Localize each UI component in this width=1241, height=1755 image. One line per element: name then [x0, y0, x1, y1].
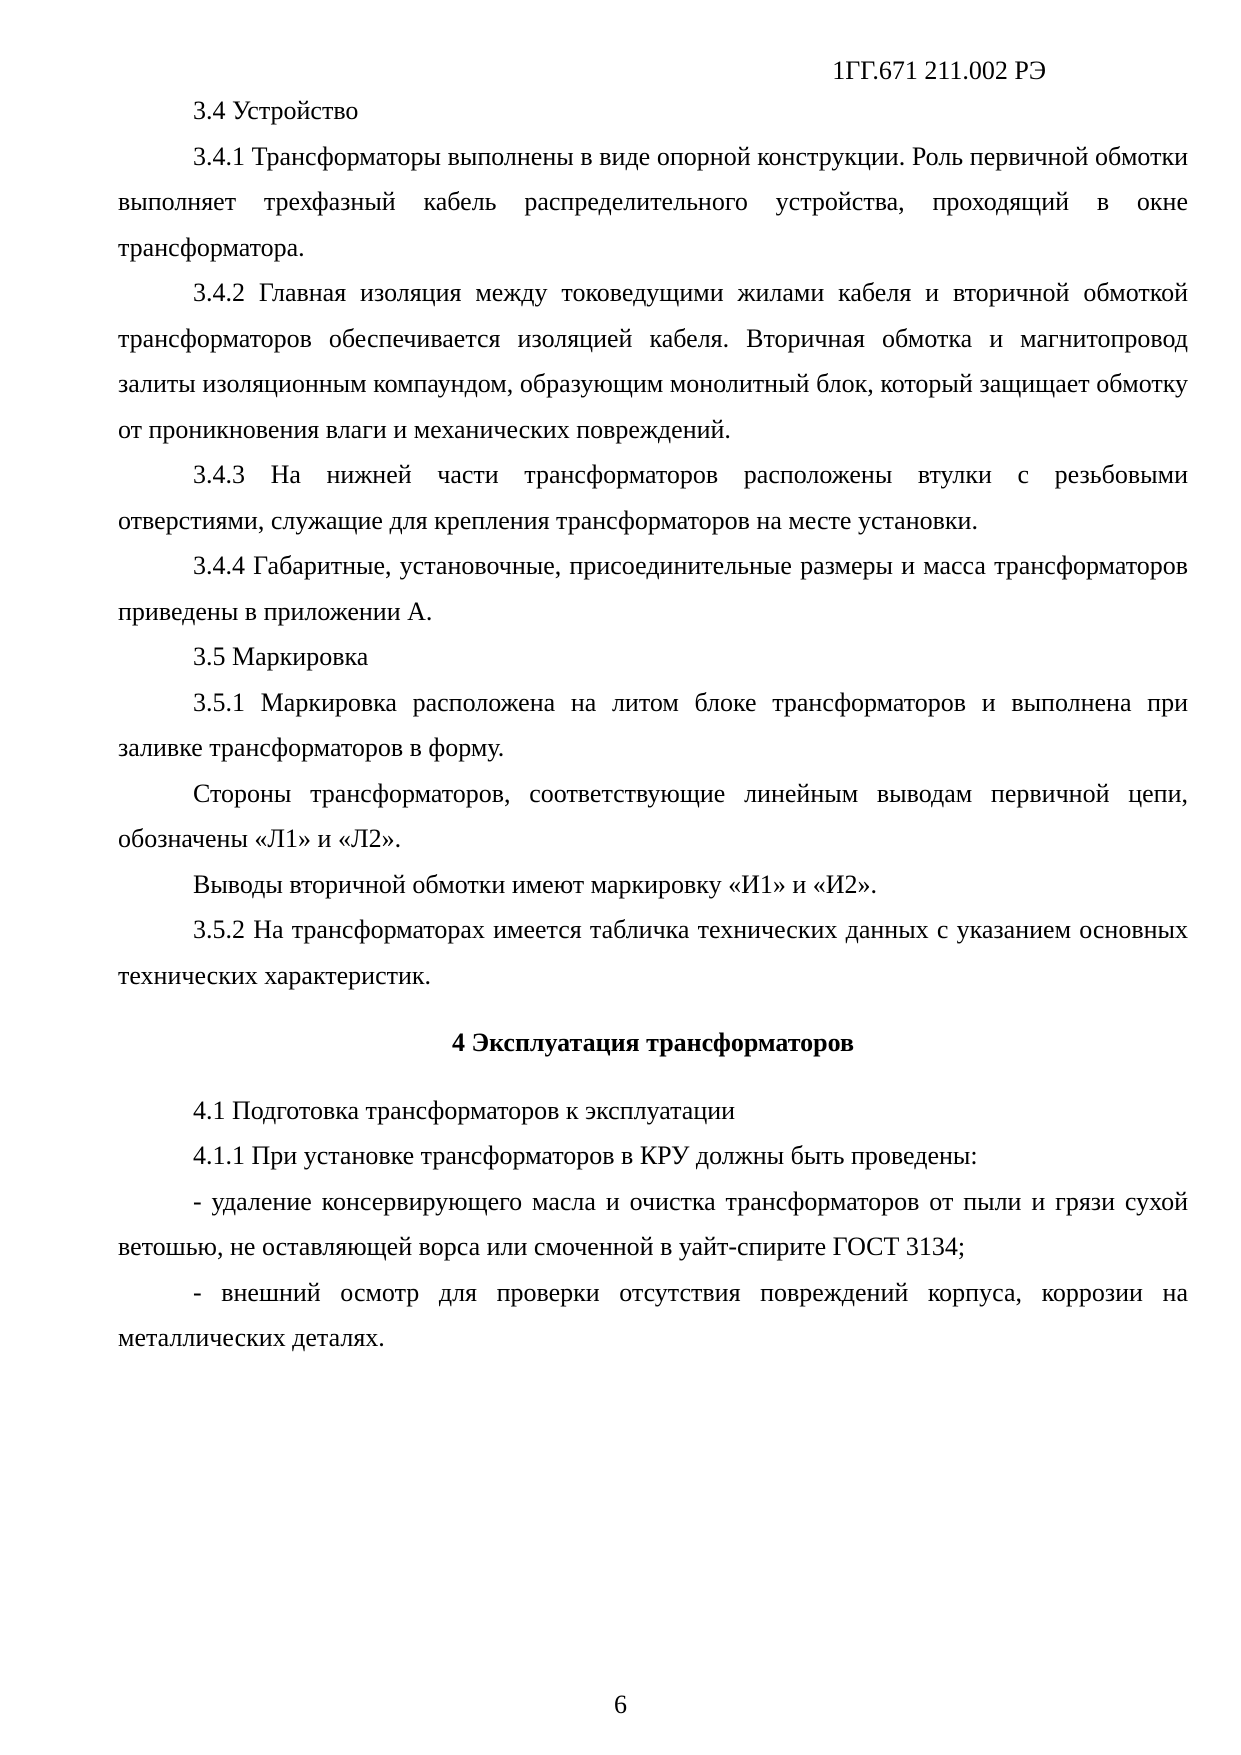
paragraph-3-5-2: 3.5.2 На трансформаторах имеется табличка технических данных с указанием основных технических характеристик.: [118, 915, 1188, 990]
paragraph-3-4-4: 3.4.4 Габаритные, установочные, присоединительные размеры и масса трансформаторов приведены в приложении А.: [118, 551, 1188, 626]
list-item-inspection: - внешний осмотр для проверки отсутствия повреждений корпуса, коррозии на металлических деталях.: [118, 1277, 1188, 1352]
document-code: 1ГГ.671 211.002 РЭ: [832, 56, 1046, 85]
section-4-1-heading: 4.1 Подготовка трансформаторов к эксплуатации: [193, 1095, 736, 1125]
paragraph-3-4-1: 3.4.1 Трансформаторы выполнены в виде опорной конструкции. Роль первичной обмотки выполняет трехфазный кабель распределительного устройства, проходящий в окне трансформатора.: [118, 141, 1188, 262]
page-number: 6: [614, 1690, 627, 1719]
paragraph-3-5-1: 3.5.1 Маркировка расположена на литом блоке трансформаторов и выполнена при заливке трансформаторов в форму.: [118, 687, 1188, 762]
paragraph-3-4-3: 3.4.3 На нижней части трансформаторов расположены втулки с резьбовыми отверстиями, служащие для крепления трансформаторов на месте установки.: [118, 460, 1188, 535]
paragraph-3-4-2: 3.4.2 Главная изоляция между токоведущими жилами кабеля и вторичной обмоткой трансформаторов обеспечивается изоляцией кабеля. Вторичная обмотка и магнитопровод залиты изоляционным компаундом, образующим монолитный блок, который защищает обмотку от проникновения влаги и механических повреждений.: [118, 278, 1188, 444]
section-3-5-heading: 3.5 Маркировка: [193, 642, 369, 671]
paragraph-4-1-1: 4.1.1 При установке трансформаторов в КРУ должны быть проведены:: [193, 1141, 978, 1170]
page-content: [118, 88, 1188, 1361]
paragraph-3-5-1-sides: Стороны трансформаторов, соответствующие линейным выводам первичной цепи, обозначены «Л1» и «Л2».: [118, 778, 1188, 853]
paragraph-3-5-1-outputs: Выводы вторичной обмотки имеют маркировку «И1» и «И2».: [193, 869, 878, 899]
section-3-4-heading: 3.4 Устройство: [193, 96, 359, 125]
list-item-cleaning: - удаление консервирующего масла и очистка трансформаторов от пыли и грязи сухой ветошью, не оставляющей ворса или смоченной в уайт-спирите ГОСТ 3134;: [118, 1186, 1188, 1261]
section-4-heading: 4 Эксплуатация трансформаторов: [451, 1028, 855, 1057]
